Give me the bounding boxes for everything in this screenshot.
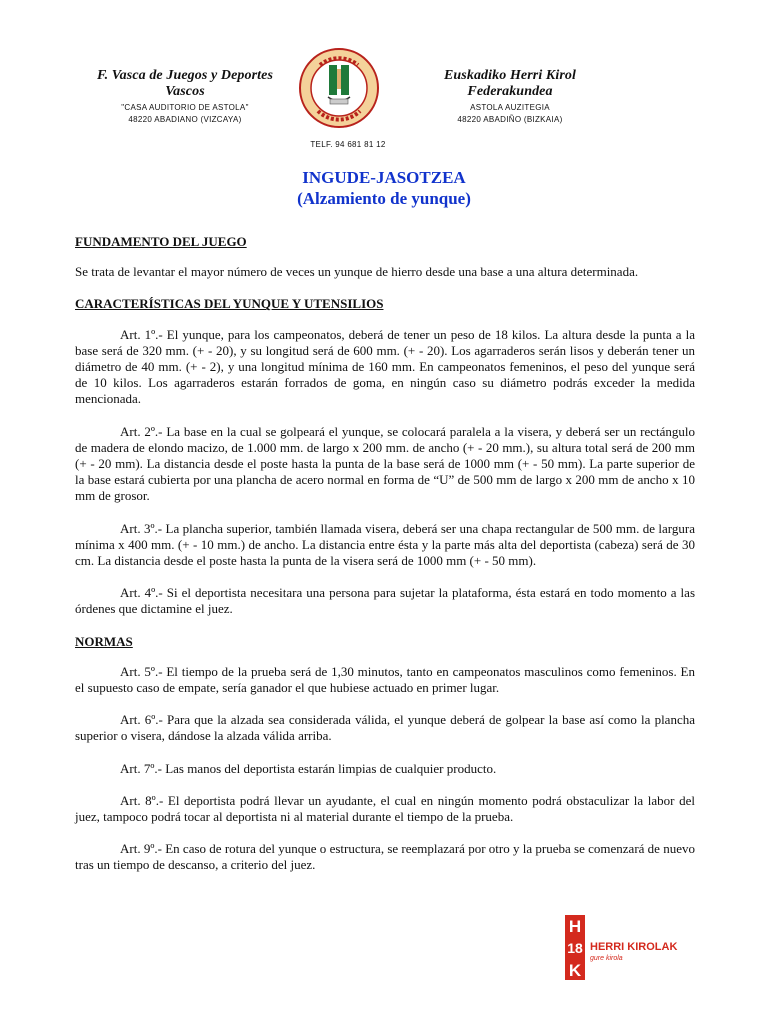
- article-1: Art. 1º.- El yunque, para los campeonatos, deberá de tener un peso de 18 kilos. La altura desde la punta a la base será de 320 mm. (+ - 20), y su longitud será de 600 mm. (+ - 20). Los agarraderos serán lisos y deberán tener un diámetro de 40 mm. (+ - 2), y una longitud mínima de 160 mm. En campeonatos femeninos, el peso del yunque será de 10 kilos. Los agarraderos estarán forrados de goma, en ningún caso su diámetro podrás exceder la medida mencionada.: [75, 326, 695, 407]
- section-heading-normas: NORMAS: [75, 633, 133, 649]
- brand-letter-18: 18: [567, 940, 583, 956]
- brand-name: HERRI KIROLAK: [590, 941, 678, 953]
- header-right-org: [405, 68, 615, 124]
- document-body: [75, 234, 695, 890]
- fundamento-text: Se trata de levantar el mayor número de veces un yunque de hierro desde una base a una altura determinada.: [75, 264, 639, 280]
- federation-seal-logo: [298, 47, 380, 129]
- section-heading-caracteristicas: CARACTERÍSTICAS DEL YUNQUE Y UTENSILIOS: [75, 296, 384, 312]
- article-3: Art. 3º.- La plancha superior, también llamada visera, deberá ser una chapa rectangular de 500 mm. de largura mínima x 400 mm. (+ - 10 mm.) de ancho. La distancia entre ésta y la parte más alta del deportista (cabeza) será de 30 cm. La distancia desde el poste hasta la punta de la visera será de 1000 mm (+ - 50 mm).: [75, 520, 695, 569]
- section-heading-fundamento: FUNDAMENTO DEL JUEGO: [75, 234, 247, 249]
- document-title: INGUDE-JASOTZEA: [302, 168, 466, 187]
- article-8: Art. 8º.- El deportista podrá llevar un ayudante, el cual en ningún momento podrá obstaculizar la labor del juez, tampoco podrá tocar al deportista ni al material durante el tiempo de la prueba.: [75, 792, 695, 825]
- article-9: Art. 9º.- En caso de rotura del yunque o estructura, se reemplazará por otro y la prueba se comenzará de nuevo tras un tiempo de descanso, a criterio del juez.: [75, 841, 695, 873]
- brand-letter-h: H: [568, 917, 582, 936]
- brand-tagline: gure kirola: [590, 955, 623, 962]
- document-subtitle: (Alzamiento de yunque): [297, 189, 471, 208]
- article-2: Art. 2º.- La base en la cual se golpeará el yunque, se colocará paralela a la visera, y deberá ser un rectángulo de madera de elondo macizo, de 1.000 mm. de largo x 200 mm. de ancho (+ - 20 mm.), su altura total será de 200 mm (+ - 20 mm). La distancia desde el poste hasta la punta de la base será de 1000 mm (+ - 50 mm). La parte superior de la base estará cubierta por una plancha de acero normal en forma de “U” de 500 mm de largo x 200 mm de ancho x 10 mm de grosor.: [75, 423, 695, 504]
- right-org-line1: ASTOLA AUZITEGIA: [470, 103, 550, 112]
- article-5: Art. 5º.- El tiempo de la prueba será de 1,30 minutos, tanto en campeonatos masculinos como femeninos. En el supuesto caso de empate, sería ganador el que hubiese actuado en primer lugar.: [75, 663, 695, 696]
- right-org-line2: 48220 ABADIÑO (BIZKAIA): [457, 115, 563, 124]
- left-org-name: F. Vasca de Juegos y Deportes Vascos: [96, 68, 274, 99]
- header-left-org: [80, 68, 290, 124]
- left-org-line2: 48220 ABADIANO (VIZCAYA): [128, 115, 242, 124]
- article-4: Art. 4º.- Si el deportista necesitara una persona para sujetar la plataforma, ésta estará en todo momento a las órdenes que dictamine el juez.: [75, 585, 695, 617]
- right-org-name: Euskadiko Herri Kirol Federakundea: [443, 68, 577, 99]
- brand-letter-k: K: [568, 961, 582, 980]
- telephone: TELF. 94 681 81 12: [310, 140, 386, 149]
- herri-kirolak-logo: [565, 915, 705, 980]
- left-org-line1: "CASA AUDITORIO DE ASTOLA": [121, 103, 249, 112]
- article-7: Art. 7º.- Las manos del deportista estarán limpias de cualquier producto.: [120, 760, 497, 776]
- article-6: Art. 6º.- Para que la alzada sea considerada válida, el yunque deberá de golpear la base así como la plancha superior o visera, dándose la alzada válida arriba.: [75, 712, 695, 744]
